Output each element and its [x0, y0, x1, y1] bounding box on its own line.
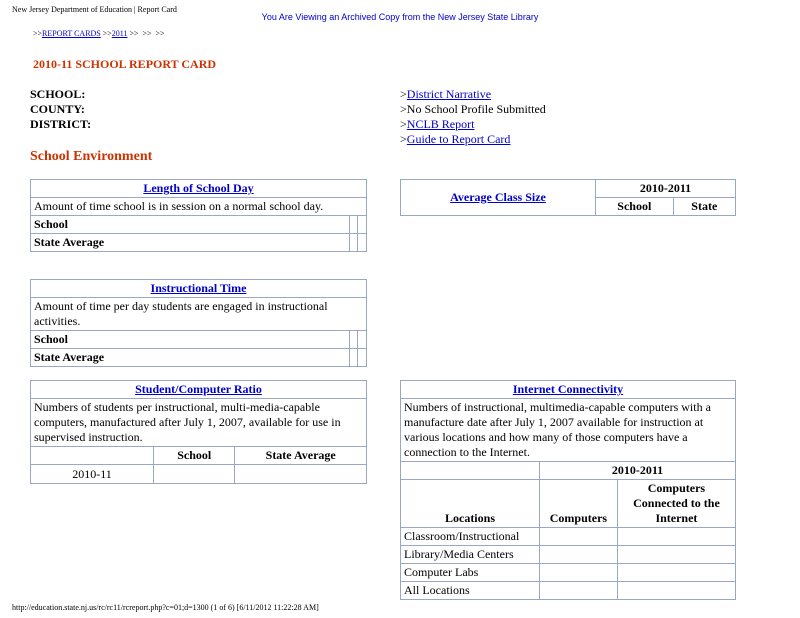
breadcrumb-separator: >> — [33, 29, 43, 38]
school-info — [30, 87, 91, 132]
internet-desc: Numbers of instructional, multimedia-capable computers with a manufacture date after July 1, 2007 available for instruction at various locations and how many of those computers have a connection to the Internet. — [401, 399, 736, 462]
breadcrumb-separator: >> — [100, 29, 112, 38]
length-of-day-state-label: State Average — [31, 234, 350, 252]
computer-ratio-state-header: State Average — [235, 447, 367, 465]
computer-ratio-desc: Numbers of students per instructional, multi-media-capable computers, manufactured after July 1, 2007, available for use in supervised instruction. — [31, 399, 367, 447]
computer-ratio-table — [30, 380, 367, 484]
computer-ratio-link[interactable]: Student/Computer Ratio — [135, 382, 262, 396]
guide-link[interactable]: Guide to Report Card — [406, 132, 511, 146]
class-size-school-header: School — [596, 198, 674, 216]
length-of-day-school-label: School — [31, 216, 350, 234]
length-of-day-link[interactable]: Length of School Day — [143, 181, 254, 195]
no-profile-text: No School Profile Submitted — [406, 102, 546, 116]
computer-ratio-year: 2010-11 — [31, 465, 154, 484]
report-links: >District Narrative >No School Profile Submitted >NCLB Report >Guide to Report Card — [400, 87, 546, 146]
breadcrumb-2011-link[interactable]: 2011 — [111, 29, 128, 38]
internet-link[interactable]: Internet Connectivity — [512, 382, 624, 396]
class-size-link[interactable]: Average Class Size — [450, 190, 546, 204]
internet-table — [400, 380, 736, 600]
class-size-state-header: State — [673, 198, 735, 216]
page-header-title: New Jersey Department of Education | Report Card — [12, 5, 177, 14]
section-title: School Environment — [30, 149, 153, 164]
internet-year: 2010-2011 — [540, 462, 736, 480]
breadcrumb — [33, 29, 165, 38]
computer-ratio-school-header: School — [154, 447, 235, 465]
breadcrumb-separator: >> >> >> — [127, 29, 165, 38]
page-footer-url: http://education.state.nj.us/rc/rc11/rcreport.php?c=01;d=1300 (1 of 6) [6/11/2012 11:22:28 AM] — [12, 603, 319, 612]
instructional-time-state-label: State Average — [31, 349, 350, 367]
nclb-report-link[interactable]: NCLB Report — [406, 117, 475, 131]
internet-row-label: Library/Media Centers — [401, 546, 540, 564]
page-title: 2010-11 SCHOOL REPORT CARD — [33, 57, 217, 71]
internet-connected-header: Computers Connected to the Internet — [617, 480, 735, 528]
internet-locations-header: Locations — [401, 480, 540, 528]
internet-computers-header: Computers — [540, 480, 618, 528]
internet-row-label: Classroom/Instructional — [401, 528, 540, 546]
length-of-day-table — [30, 179, 367, 252]
district-label: DISTRICT: — [30, 117, 92, 131]
class-size-year: 2010-2011 — [596, 180, 736, 198]
breadcrumb-report-cards-link[interactable]: REPORT CARDS — [42, 29, 101, 38]
school-label: SCHOOL: — [30, 87, 86, 101]
internet-row-label: Computer Labs — [401, 564, 540, 582]
instructional-time-table — [30, 279, 367, 367]
archive-notice: You Are Viewing an Archived Copy from the New Jersey State Library — [261, 12, 539, 22]
instructional-time-link[interactable]: Instructional Time — [150, 281, 247, 295]
class-size-table — [400, 179, 736, 216]
instructional-time-school-label: School — [31, 331, 350, 349]
internet-row-label: All Locations — [401, 582, 540, 600]
length-of-day-desc: Amount of time school is in session on a normal school day. — [31, 198, 367, 216]
instructional-time-desc: Amount of time per day students are engaged in instructional activities. — [31, 298, 367, 331]
county-label: COUNTY: — [30, 102, 85, 116]
district-narrative-link[interactable]: District Narrative — [406, 87, 492, 101]
